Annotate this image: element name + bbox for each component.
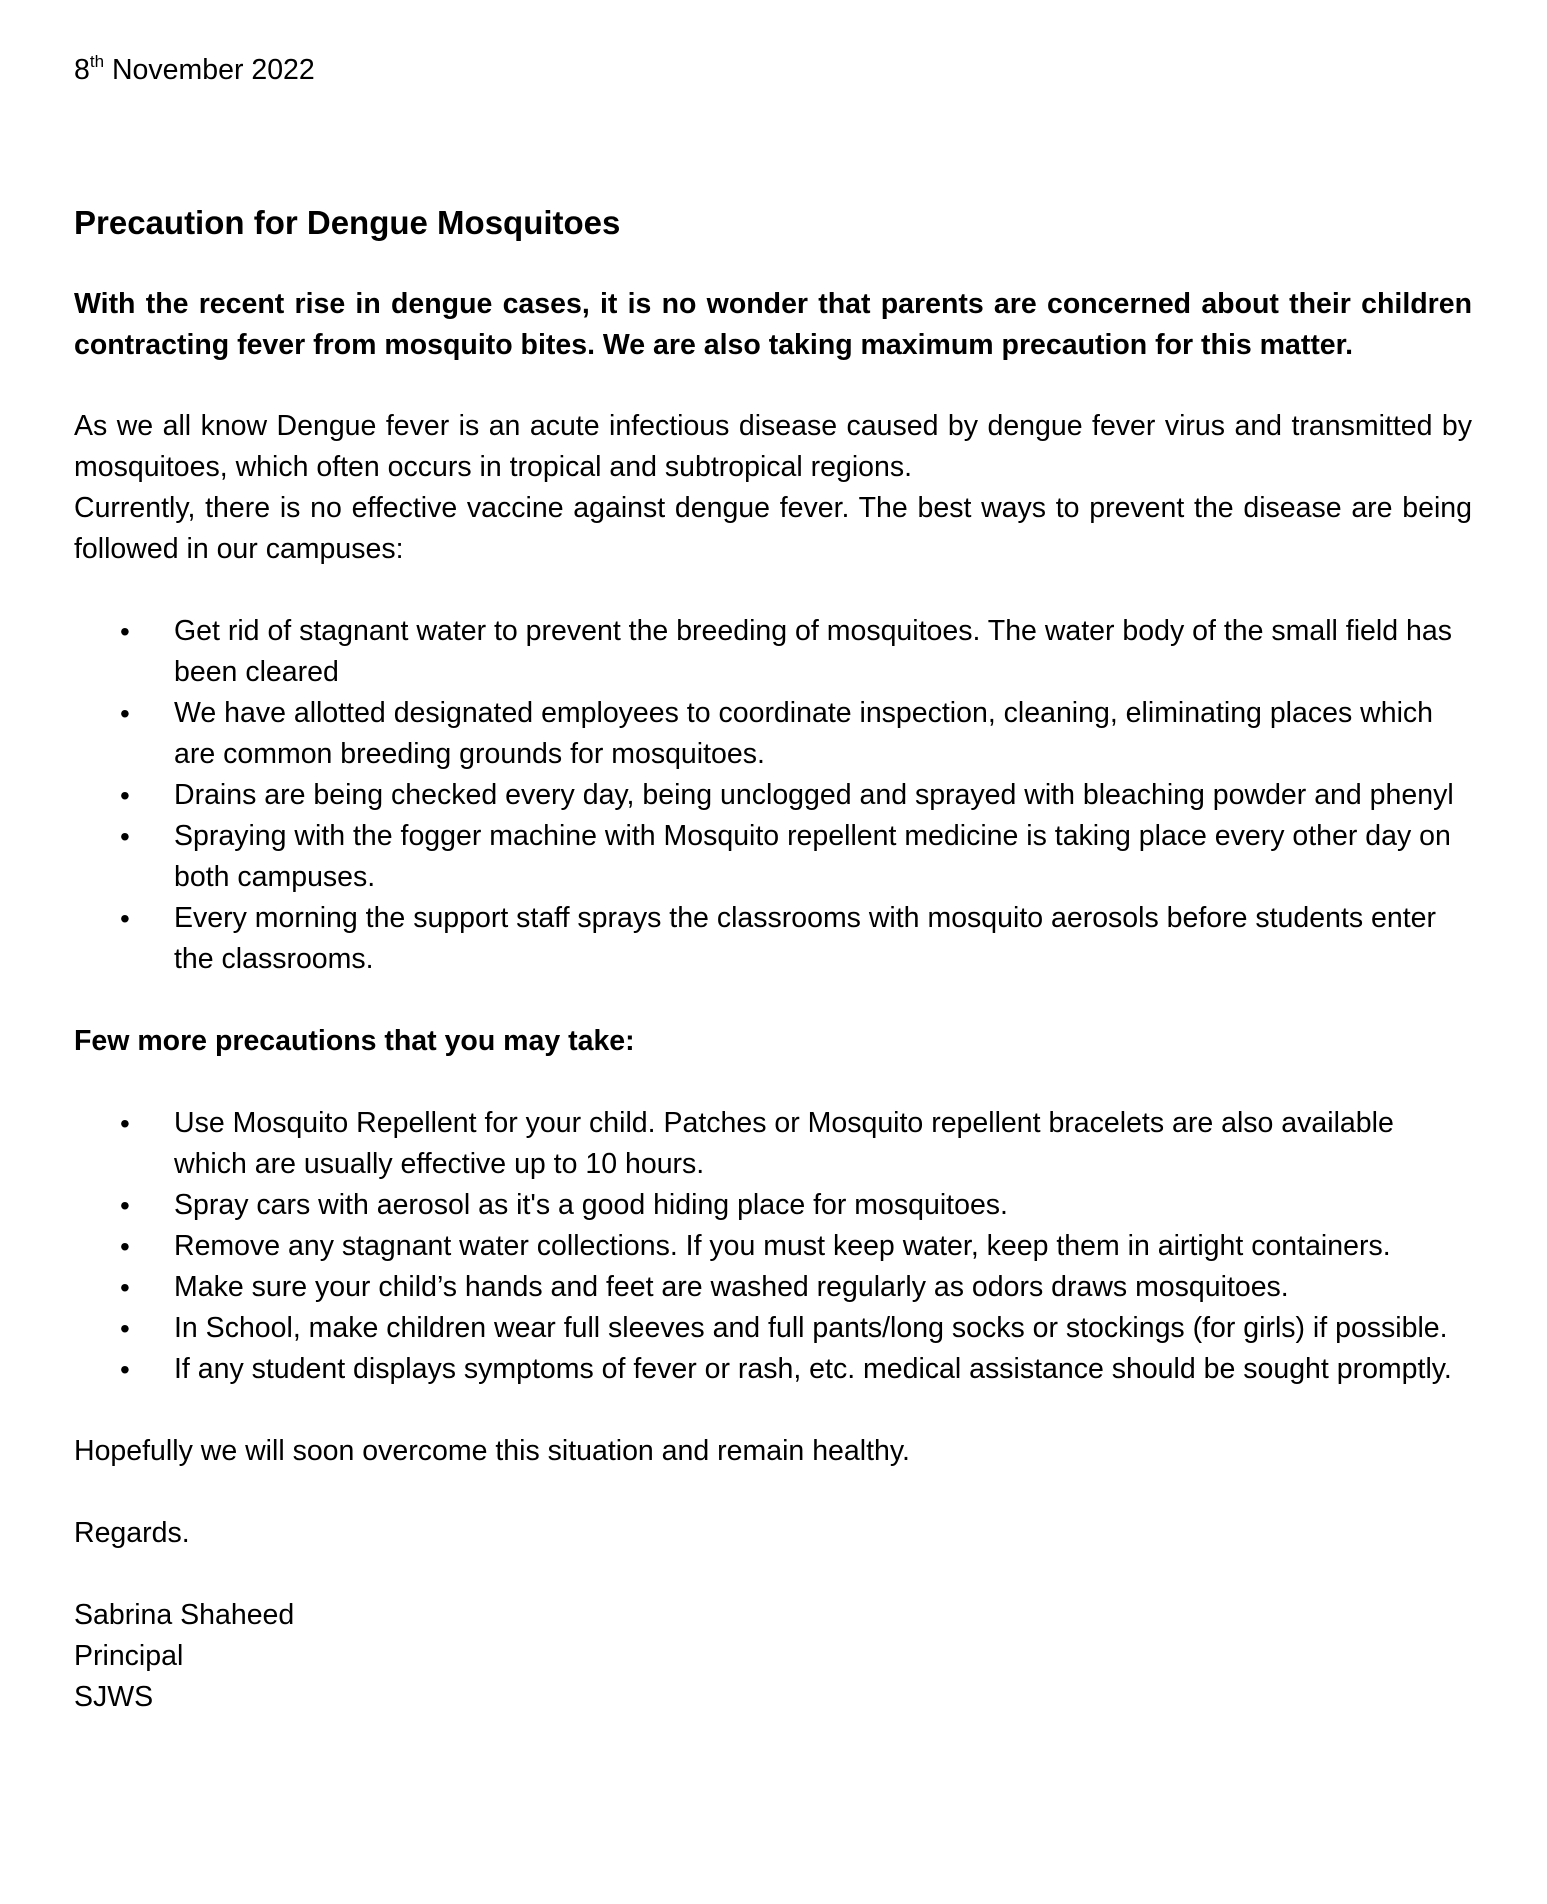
bullet-icon: • <box>120 821 130 852</box>
list-item-text: Every morning the support staff sprays the classrooms with mosquito aerosols before students enter the classrooms. <box>174 902 1437 975</box>
list-item <box>74 1349 1472 1390</box>
list-item <box>74 775 1472 816</box>
closing-paragraph: Hopefully we will soon overcome this situation and remain healthy. <box>74 1435 910 1467</box>
bullet-icon: • <box>120 1190 130 1221</box>
bullet-icon: • <box>120 1272 130 1303</box>
bullet-icon: • <box>120 616 130 647</box>
list-item-text: Get rid of stagnant water to prevent the breeding of mosquitoes. The water body of the small field has been cleared <box>174 615 1452 688</box>
signature-block <box>74 1595 1472 1718</box>
list-item-text: Spray cars with aerosol as it's a good hiding place for mosquitoes. <box>174 1189 1008 1221</box>
document-page <box>74 50 1472 1718</box>
list-item-text: Use Mosquito Repellent for your child. Patches or Mosquito repellent bracelets are also available which are usually effective up to 10 hours. <box>174 1107 1394 1180</box>
list-item-text: Spraying with the fogger machine with Mosquito repellent medicine is taking place every other day on both campuses. <box>174 820 1451 893</box>
prevention-paragraph: Currently, there is no effective vaccine against dengue fever. The best ways to prevent the disease are being followed in our campuses: <box>74 492 1472 565</box>
dengue-info-paragraph: As we all know Dengue fever is an acute infectious disease caused by dengue fever virus and transmitted by mosquitoes, which often occurs in tropical and subtropical regions. <box>74 410 1472 483</box>
letter-date <box>74 50 1472 91</box>
list-item-text: Make sure your child’s hands and feet are washed regularly as odors draws mosquitoes. <box>174 1271 1289 1303</box>
regards-line: Regards. <box>74 1517 190 1549</box>
list-item <box>74 1308 1472 1349</box>
list-item-text: Drains are being checked every day, being unclogged and sprayed with bleaching powder and phenyl <box>174 779 1454 811</box>
list-item <box>74 1185 1472 1226</box>
list-item <box>74 898 1472 980</box>
parent-precautions-list <box>74 1103 1472 1390</box>
signatory-name: Sabrina Shaheed <box>74 1599 295 1631</box>
precautions-subheading: Few more precautions that you may take: <box>74 1025 635 1057</box>
signatory-role: Principal <box>74 1640 184 1672</box>
list-item <box>74 1226 1472 1267</box>
intro-paragraph: With the recent rise in dengue cases, it is no wonder that parents are concerned about their children contracting fever from mosquito bites. We are also taking maximum precaution for this matter. <box>74 288 1472 361</box>
document-title: Precaution for Dengue Mosquitoes <box>74 204 621 241</box>
list-item-text: In School, make children wear full sleeves and full pants/long socks or stockings (for girls) if possible. <box>174 1312 1448 1344</box>
bullet-icon: • <box>120 1354 130 1385</box>
date-day: 8 <box>74 54 90 86</box>
list-item <box>74 816 1472 898</box>
list-item <box>74 693 1472 775</box>
campus-measures-list <box>74 611 1472 980</box>
list-item-text: Remove any stagnant water collections. If you must keep water, keep them in airtight containers. <box>174 1230 1391 1262</box>
bullet-icon: • <box>120 698 130 729</box>
list-item-text: We have allotted designated employees to coordinate inspection, cleaning, eliminating places which are common breeding grounds for mosquitoes. <box>174 697 1433 770</box>
bullet-icon: • <box>120 1108 130 1139</box>
bullet-icon: • <box>120 1313 130 1344</box>
bullet-icon: • <box>120 903 130 934</box>
list-item <box>74 1267 1472 1308</box>
signatory-org: SJWS <box>74 1681 154 1713</box>
list-item <box>74 611 1472 693</box>
date-suffix: th <box>89 51 105 71</box>
list-item <box>74 1103 1472 1185</box>
list-item-text: If any student displays symptoms of fever or rash, etc. medical assistance should be sought promptly. <box>174 1353 1452 1385</box>
bullet-icon: • <box>120 1231 130 1262</box>
bullet-icon: • <box>120 780 130 811</box>
date-month-year: November 2022 <box>104 54 315 86</box>
